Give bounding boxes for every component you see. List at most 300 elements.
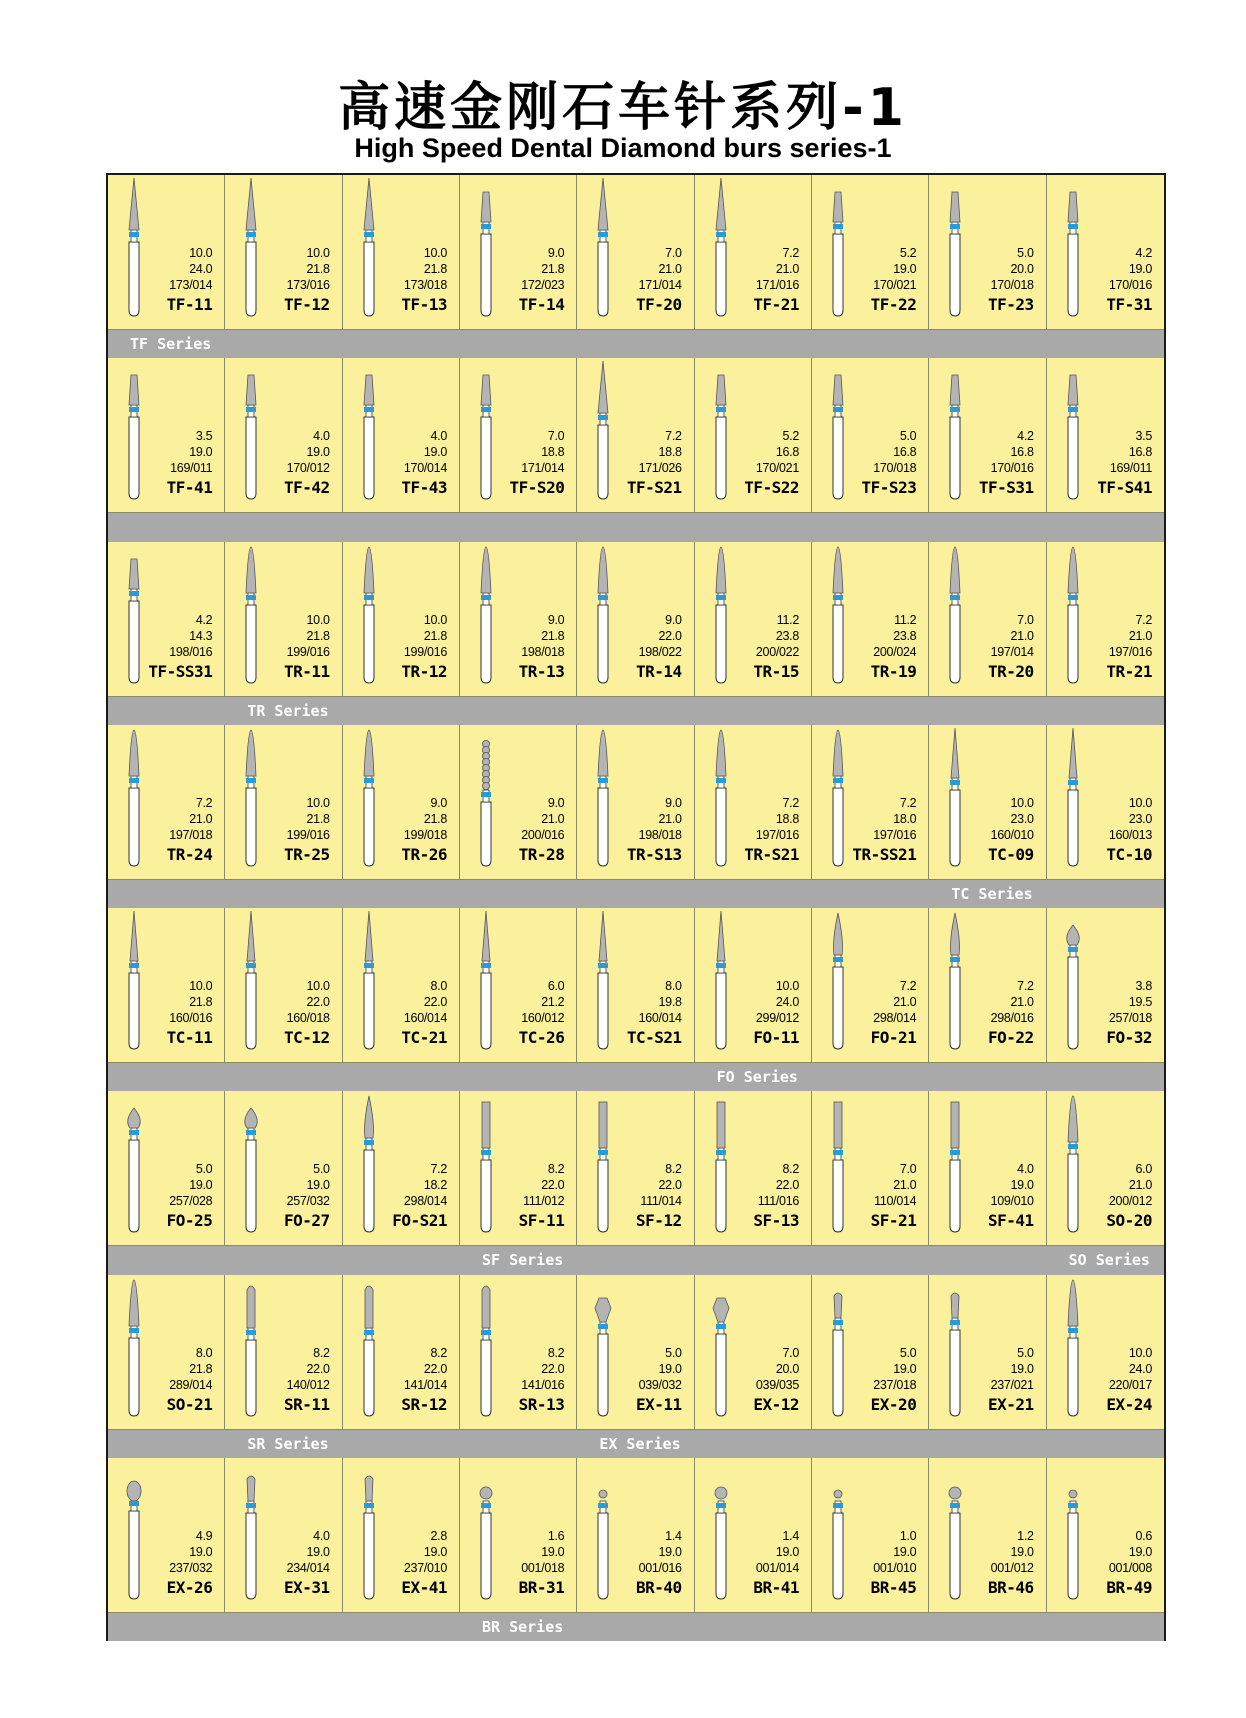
bur-specs <box>1109 245 1152 293</box>
bur-head-length: 1.4 <box>665 1528 682 1543</box>
bur-cell <box>343 175 460 330</box>
bur-illustration <box>587 1094 619 1234</box>
bur-cell <box>929 1458 1046 1613</box>
bur-iso-code: 171/014 <box>521 461 565 476</box>
bur-specs <box>873 428 916 476</box>
bur-model-code: SR-13 <box>518 1394 565 1414</box>
bur-specs <box>1109 1345 1152 1393</box>
bur-cell <box>695 725 812 880</box>
bur-model-code: TC-10 <box>1106 844 1152 864</box>
bur-head-length: 8.0 <box>430 979 447 993</box>
bur-iso-code: 172/023 <box>521 278 565 292</box>
bur-model-code: TF-13 <box>401 295 447 314</box>
color-band <box>833 407 843 412</box>
bur-model-code: TF-S20 <box>509 478 565 498</box>
color-band <box>246 778 256 783</box>
bur-cell <box>1047 542 1164 697</box>
bur-illustration <box>587 911 619 1051</box>
bur-cell <box>577 1091 694 1246</box>
bur-model-code: TF-14 <box>518 295 565 314</box>
bur-illustration <box>353 178 385 318</box>
bur-iso-code: 160/018 <box>286 1011 330 1025</box>
bur-total-length: 22.0 <box>423 995 447 1009</box>
series-bar <box>108 1063 1164 1091</box>
bur-head-length: 11.2 <box>894 612 917 627</box>
bur-specs <box>991 1161 1034 1209</box>
bur-cell <box>929 542 1046 697</box>
bur-head-length: 10.0 <box>306 979 330 993</box>
series-label: BR Series <box>482 1617 564 1636</box>
bur-head-length: 4.0 <box>313 429 330 444</box>
bur-cell <box>225 1458 342 1613</box>
bur-specs <box>991 1345 1034 1393</box>
bur-illustration <box>470 1278 502 1418</box>
bur-cell <box>577 358 694 513</box>
bur-iso-code: 170/016 <box>1108 278 1152 292</box>
bur-cell <box>1047 1275 1164 1430</box>
bur-illustration <box>118 178 150 318</box>
bur-specs <box>287 1528 330 1576</box>
color-band <box>481 963 491 968</box>
bur-illustration <box>705 545 737 685</box>
bur-model-code: TC-21 <box>401 1028 447 1047</box>
color-band <box>481 407 491 412</box>
bur-total-length: 20.0 <box>775 1361 799 1376</box>
bur-iso-code: 299/012 <box>755 1011 799 1025</box>
bur-cell-row <box>108 725 1164 880</box>
color-band <box>246 232 256 237</box>
bur-total-length: 21.8 <box>423 262 447 276</box>
bur-iso-code: 170/016 <box>990 461 1034 476</box>
bur-specs <box>523 1161 564 1209</box>
bur-head-length: 4.2 <box>1135 246 1152 260</box>
bur-total-length: 21.0 <box>1128 628 1152 643</box>
bur-iso-code: 197/018 <box>169 827 213 842</box>
bur-total-length: 23.8 <box>893 628 917 643</box>
bur-illustration <box>470 1094 502 1234</box>
bur-iso-code: 001/012 <box>990 1560 1034 1575</box>
bur-specs <box>287 612 330 660</box>
bur-illustration <box>118 911 150 1051</box>
color-band <box>716 778 726 783</box>
bur-iso-code: 298/016 <box>990 1011 1034 1025</box>
bur-head-length: 9.0 <box>547 246 565 260</box>
bur-cell <box>695 1458 812 1613</box>
bur-cell <box>929 175 1046 330</box>
bur-head-length: 10.0 <box>1010 795 1034 810</box>
bur-total-length: 21.2 <box>541 995 565 1009</box>
bur-head-length: 4.0 <box>430 429 447 444</box>
bur-model-code: TF-31 <box>1106 295 1152 314</box>
color-band <box>598 778 608 783</box>
bur-model-code: TF-S21 <box>626 478 682 498</box>
bur-specs <box>169 245 212 293</box>
bur-total-length: 19.8 <box>658 995 682 1009</box>
color-band <box>833 224 843 229</box>
catalog-row <box>108 358 1164 541</box>
color-band <box>833 1320 843 1325</box>
color-band <box>716 595 726 600</box>
bur-total-length: 21.0 <box>775 262 799 276</box>
bur-specs <box>521 1528 564 1576</box>
bur-model-code: FO-32 <box>1106 1028 1152 1047</box>
bur-model-code: TF-43 <box>401 478 447 498</box>
bur-head-length: 7.2 <box>1135 612 1152 627</box>
color-band <box>950 1320 960 1325</box>
bur-illustration <box>822 361 854 501</box>
bur-head-length: 7.2 <box>195 795 213 810</box>
bur-cell <box>225 725 342 880</box>
bur-cell <box>1047 1091 1164 1246</box>
color-band <box>364 407 374 412</box>
bur-illustration <box>705 911 737 1051</box>
bur-cell <box>1047 358 1164 513</box>
bur-specs <box>991 245 1034 293</box>
bur-total-length: 19.0 <box>306 445 330 460</box>
bur-model-code: SF-13 <box>753 1211 799 1231</box>
bur-illustration <box>822 178 854 318</box>
bur-illustration <box>1057 1461 1089 1601</box>
bur-cell <box>929 358 1046 513</box>
bur-illustration <box>470 178 502 318</box>
bur-model-code: TF-42 <box>283 478 330 498</box>
bur-cell <box>343 1458 460 1613</box>
bur-head-length: 4.0 <box>313 1528 330 1543</box>
bur-model-code: TF-20 <box>635 295 682 314</box>
bur-specs <box>169 1345 212 1393</box>
color-band <box>481 792 491 797</box>
bur-illustration <box>118 1461 150 1601</box>
bur-iso-code: 169/011 <box>170 461 213 476</box>
color-band <box>129 232 139 237</box>
bur-total-length: 21.8 <box>541 628 565 643</box>
bur-model-code: TR-S21 <box>744 844 799 864</box>
bur-cell <box>108 908 225 1063</box>
bur-specs <box>287 428 330 476</box>
bur-illustration <box>118 1094 150 1234</box>
bur-cell <box>577 908 694 1063</box>
bur-illustration <box>939 545 971 685</box>
bur-illustration <box>939 178 971 318</box>
color-band <box>246 1130 256 1135</box>
bur-total-length: 21.0 <box>893 995 917 1009</box>
bur-cell <box>460 908 577 1063</box>
bur-cell <box>577 542 694 697</box>
bur-iso-code: 173/014 <box>169 278 213 292</box>
bur-total-length: 18.8 <box>541 445 565 460</box>
bur-total-length: 14.3 <box>189 628 213 643</box>
bur-head-length: 10.0 <box>1128 795 1152 810</box>
bur-model-code: TC-S21 <box>626 1028 682 1047</box>
bur-specs <box>639 1345 682 1393</box>
bur-head-length: 7.0 <box>899 1162 917 1177</box>
bur-total-length: 21.0 <box>658 262 682 276</box>
bur-cell <box>577 175 694 330</box>
bur-iso-code: 298/014 <box>403 1194 447 1209</box>
bur-cell <box>343 1091 460 1246</box>
bur-cell-row <box>108 1275 1164 1430</box>
bur-head-length: 10.0 <box>423 612 447 627</box>
bur-total-length: 21.0 <box>1128 1178 1152 1193</box>
bur-iso-code: 257/028 <box>169 1194 213 1209</box>
color-band <box>481 1150 491 1155</box>
bur-total-length: 19.0 <box>1010 1178 1034 1193</box>
catalog-row <box>108 1091 1164 1274</box>
bur-cell <box>108 1458 225 1613</box>
bur-illustration <box>353 728 385 868</box>
bur-model-code: TR-14 <box>635 661 682 681</box>
color-band <box>1068 1144 1078 1149</box>
bur-model-code: TR-19 <box>870 661 917 681</box>
bur-iso-code: 197/016 <box>1108 644 1152 659</box>
bur-cell <box>460 175 577 330</box>
bur-specs <box>991 978 1034 1026</box>
bur-cell <box>929 908 1046 1063</box>
color-band <box>950 1150 960 1155</box>
bur-head-length: 3.5 <box>195 429 213 444</box>
bur-specs <box>521 428 564 476</box>
bur-iso-code: 173/018 <box>403 278 447 292</box>
bur-iso-code: 200/012 <box>1108 1194 1152 1209</box>
bur-cell <box>225 542 342 697</box>
bur-iso-code: 111/012 <box>523 1194 565 1209</box>
bur-total-length: 21.8 <box>541 262 565 276</box>
bur-head-length: 1.0 <box>899 1528 917 1543</box>
bur-cell <box>695 358 812 513</box>
bur-specs <box>639 245 682 293</box>
bur-model-code: EX-24 <box>1106 1394 1152 1414</box>
bur-iso-code: 237/018 <box>873 1377 917 1392</box>
bur-specs <box>521 245 564 293</box>
series-bar <box>108 513 1164 541</box>
bur-iso-code: 198/022 <box>638 644 682 659</box>
bur-illustration <box>822 1094 854 1234</box>
series-bar <box>108 697 1164 725</box>
bur-cell <box>225 908 342 1063</box>
bur-illustration <box>470 1461 502 1601</box>
color-band <box>481 1503 491 1508</box>
bur-model-code: TR-20 <box>987 661 1034 681</box>
bur-specs <box>639 1528 682 1576</box>
bur-head-length: 7.0 <box>547 429 565 444</box>
bur-model-code: BR-31 <box>518 1577 565 1597</box>
bur-cell <box>577 725 694 880</box>
bur-illustration <box>587 1461 619 1601</box>
color-band <box>1068 224 1078 229</box>
bur-illustration <box>353 1278 385 1418</box>
bur-model-code: TF-12 <box>283 295 330 314</box>
bur-head-length: 8.2 <box>313 1345 330 1360</box>
bur-total-length: 16.8 <box>893 445 917 460</box>
bur-iso-code: 141/016 <box>521 1377 565 1392</box>
color-band <box>833 957 843 962</box>
color-band <box>950 957 960 962</box>
bur-specs <box>758 1161 799 1209</box>
bur-iso-code: 200/022 <box>755 644 799 659</box>
bur-iso-code: 234/014 <box>286 1560 330 1575</box>
bur-cell <box>225 358 342 513</box>
bur-specs <box>991 795 1034 843</box>
bur-model-code: SF-12 <box>635 1211 682 1231</box>
bur-model-code: FO-25 <box>166 1211 213 1231</box>
bur-illustration <box>822 545 854 685</box>
bur-cell <box>695 908 812 1063</box>
bur-iso-code: 001/018 <box>521 1560 565 1575</box>
bur-specs <box>873 1345 916 1393</box>
bur-model-code: SR-12 <box>401 1394 447 1414</box>
bur-specs <box>873 1528 916 1576</box>
bur-iso-code: 298/014 <box>873 1011 917 1025</box>
bur-total-length: 22.0 <box>541 1178 565 1193</box>
bur-specs <box>1110 428 1152 476</box>
bur-cell <box>225 1091 342 1246</box>
bur-cell <box>929 725 1046 880</box>
color-band <box>246 963 256 968</box>
bur-head-length: 1.6 <box>547 1528 565 1543</box>
color-band <box>129 1501 139 1506</box>
bur-specs <box>404 1345 447 1393</box>
bur-head-length: 4.0 <box>1017 1162 1034 1177</box>
bur-illustration <box>587 545 619 685</box>
bur-model-code: SR-11 <box>283 1394 330 1414</box>
color-band <box>364 778 374 783</box>
bur-model-code: EX-11 <box>635 1394 682 1414</box>
bur-illustration <box>470 361 502 501</box>
bur-specs <box>169 1528 212 1576</box>
color-band <box>833 1503 843 1508</box>
bur-cell <box>812 1458 929 1613</box>
bur-cell <box>460 1275 577 1430</box>
bur-total-length: 23.8 <box>775 628 799 643</box>
bur-specs <box>874 1161 916 1209</box>
bur-iso-code: 197/016 <box>755 827 799 842</box>
bur-head-length: 7.2 <box>782 795 799 810</box>
bur-illustration <box>939 728 971 868</box>
bur-cell <box>577 1458 694 1613</box>
color-band <box>1068 1503 1078 1508</box>
bur-specs <box>1109 612 1152 660</box>
color-band <box>364 1330 374 1335</box>
bur-total-length: 21.0 <box>658 811 682 826</box>
catalog-row <box>108 1275 1164 1458</box>
bur-specs <box>756 428 799 476</box>
bur-cell <box>812 725 929 880</box>
bur-specs <box>404 978 447 1026</box>
bur-total-length: 16.8 <box>775 445 799 460</box>
bur-cell <box>108 175 225 330</box>
bur-illustration <box>822 1278 854 1418</box>
color-band <box>833 595 843 600</box>
bur-cell <box>812 358 929 513</box>
series-bar <box>108 330 1164 358</box>
bur-total-length: 20.0 <box>1010 262 1034 276</box>
bur-specs <box>404 245 447 293</box>
catalog-row <box>108 725 1164 908</box>
color-band <box>716 232 726 237</box>
bur-head-length: 8.2 <box>547 1162 565 1177</box>
bur-model-code: BR-46 <box>987 1577 1034 1597</box>
series-label: SF Series <box>482 1251 564 1270</box>
color-band <box>833 778 843 783</box>
bur-illustration <box>1057 1094 1089 1234</box>
bur-total-length: 22.0 <box>658 1178 682 1193</box>
bur-specs <box>169 612 212 660</box>
bur-head-length: 8.2 <box>665 1162 682 1177</box>
bur-head-length: 7.2 <box>899 795 917 810</box>
bur-specs <box>1109 1528 1152 1576</box>
color-band <box>129 963 139 968</box>
bur-specs <box>170 428 212 476</box>
bur-illustration <box>1057 728 1089 868</box>
bur-head-length: 7.0 <box>1017 612 1034 627</box>
bur-total-length: 18.0 <box>893 811 917 826</box>
bur-head-length: 5.0 <box>899 429 917 444</box>
bur-model-code: TR-28 <box>518 844 565 864</box>
bur-total-length: 19.0 <box>1010 1361 1034 1376</box>
bur-iso-code: 198/016 <box>169 644 213 659</box>
bur-specs <box>1109 978 1152 1026</box>
color-band <box>1068 947 1078 952</box>
bur-cell <box>108 1275 225 1430</box>
bur-total-length: 19.0 <box>189 445 213 460</box>
bur-cell-row <box>108 358 1164 513</box>
bur-model-code: TF-22 <box>870 295 917 314</box>
color-band <box>1068 595 1078 600</box>
bur-model-code: FO-S21 <box>392 1211 447 1231</box>
color-band <box>833 1150 843 1155</box>
bur-cell <box>343 1275 460 1430</box>
bur-total-length: 23.0 <box>1010 811 1034 826</box>
bur-total-length: 21.8 <box>423 811 447 826</box>
bur-model-code: FO-22 <box>987 1028 1034 1047</box>
bur-illustration <box>1057 911 1089 1051</box>
bur-specs <box>169 978 212 1026</box>
bur-cell <box>812 1091 929 1246</box>
bur-specs <box>639 428 682 476</box>
bur-total-length: 21.0 <box>1010 995 1034 1009</box>
bur-total-length: 19.0 <box>1010 1544 1034 1559</box>
color-band <box>129 1328 139 1333</box>
bur-specs <box>1109 1161 1152 1209</box>
bur-illustration <box>587 728 619 868</box>
bur-total-length: 22.0 <box>423 1361 447 1376</box>
bur-cell <box>108 1091 225 1246</box>
bur-cell <box>343 542 460 697</box>
bur-cell <box>460 542 577 697</box>
bur-head-length: 2.8 <box>430 1528 447 1543</box>
bur-head-length: 5.0 <box>1017 246 1034 260</box>
bur-cell <box>1047 1458 1164 1613</box>
bur-illustration <box>235 1094 267 1234</box>
bur-head-length: 10.0 <box>306 246 330 260</box>
bur-cell <box>460 1091 577 1246</box>
bur-model-code: TR-S13 <box>626 844 682 864</box>
bur-head-length: 1.4 <box>782 1528 799 1543</box>
bur-iso-code: 200/024 <box>873 644 917 659</box>
color-band <box>598 1324 608 1329</box>
bur-model-code: EX-12 <box>753 1394 799 1414</box>
bur-total-length: 16.8 <box>1128 445 1152 460</box>
bur-head-length: 6.0 <box>547 979 565 993</box>
bur-illustration <box>705 361 737 501</box>
bur-cell <box>460 725 577 880</box>
series-bar <box>108 1430 1164 1458</box>
color-band <box>716 1324 726 1329</box>
bur-specs <box>873 795 916 843</box>
color-band <box>950 780 960 785</box>
bur-specs <box>991 428 1034 476</box>
bur-illustration <box>1057 1278 1089 1418</box>
